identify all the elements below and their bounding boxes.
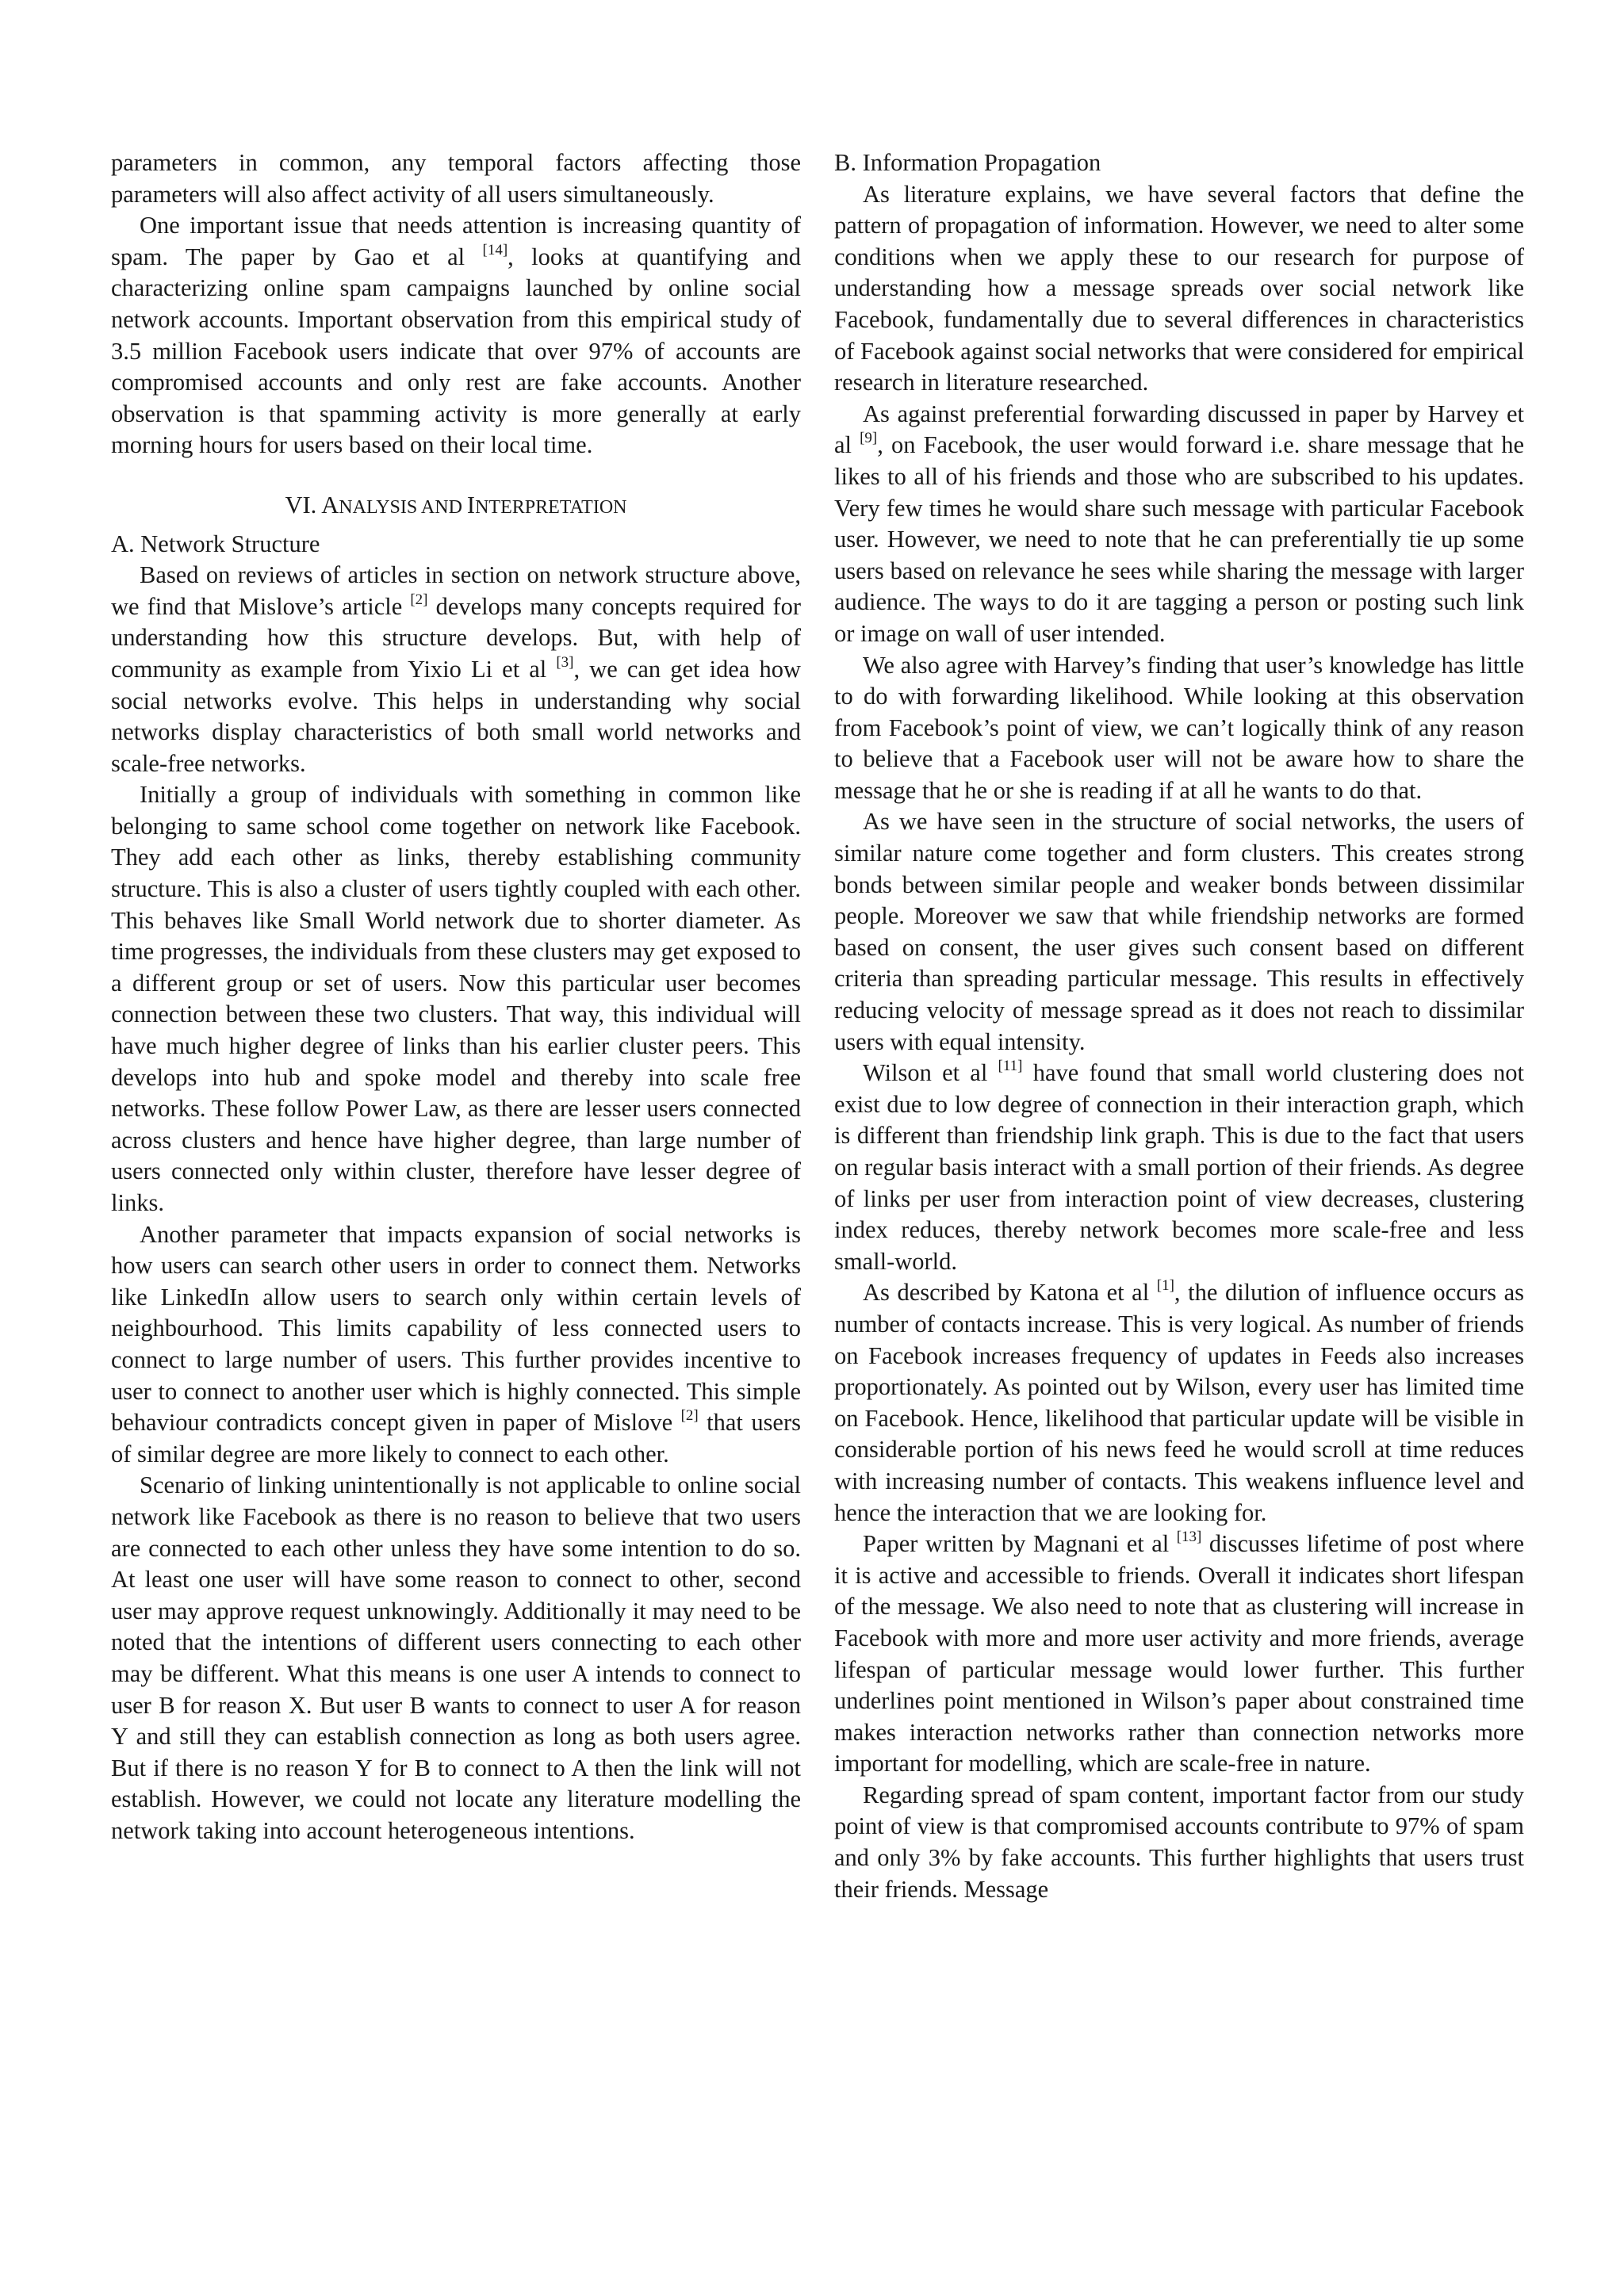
paragraph-wilson-text-2: have found that small world clustering does not exist due to low degree of connection in their interaction graph, which is different than friendship link graph. This is due to the fact that users on regular basis interact with a small portion of their friends. As degree of links per user from interaction point of view decreases, clustering index reduces, thereby network becomes more scale-free and less small-world. xyxy=(834,1059,1524,1275)
paragraph-wilson xyxy=(834,1058,1524,1277)
paragraph-reviews-text-3: , we can get idea how social networks evolve. This helps in understanding why social networks display characteristics of both small world networks and scale-free networks. xyxy=(111,655,801,777)
section-heading-analysis xyxy=(111,490,801,524)
paragraph-spam-text-2: , looks at quantifying and characterizing online spam campaigns launched by online social network accounts. Important observation from this empirical study of 3.5 million Facebook users indicate that over 97% of accounts are compromised accounts and only rest are fake accounts. Another observation is that spamming activity is more generally at early morning hours for users based on their local time. xyxy=(111,243,801,459)
paragraph-another-text-2: that users of similar degree are more likely to connect to each other. xyxy=(111,1409,801,1468)
citation-ref: [9] xyxy=(860,430,878,447)
paragraph-initially: Initially a group of individuals with something in common like belonging to same school come together on network like Facebook. They add each other as links, thereby establishing community structure. This is also a cluster of users tightly coupled with each other. This behaves like Small World network due to shorter diameter. As time progresses, the individuals from these clusters may get exposed to a different group or set of users. Now this particular user becomes connection between these two clusters. That way, this individual will have much higher degree of links than his earlier cluster peers. This develops into hub and spoke model and thereby into scale free networks. These follow Power Law, as there are lesser users connected across clusters and hence have higher degree, than large number of users connected only within cluster, therefore have lesser degree of links. xyxy=(111,781,801,1216)
section-number: VI. xyxy=(285,491,322,519)
paragraph-magnani-text-1: Paper written by Magnani et al xyxy=(863,1530,1177,1558)
paragraph-katona xyxy=(834,1277,1524,1529)
paragraph-intro-continuation: parameters in common, any temporal factors affecting those parameters will also affect activity of all users simultaneously. xyxy=(111,149,801,208)
section-heading-rest-1: NALYSIS AND xyxy=(339,496,467,518)
section-heading-rest-2: NTERPRETATION xyxy=(475,496,627,518)
citation-ref: [1] xyxy=(1156,1277,1174,1295)
paragraph-against-text-1: As against preferential forwarding discussed in paper by Harvey et al xyxy=(834,400,1524,459)
citation-ref: [13] xyxy=(1176,1529,1202,1546)
right-column xyxy=(834,147,1524,1905)
subsection-heading-network-structure: A. Network Structure xyxy=(111,530,320,557)
citation-ref: [2] xyxy=(410,591,428,608)
citation-ref: [11] xyxy=(998,1058,1023,1075)
paragraph-magnani xyxy=(834,1529,1524,1780)
paragraph-against xyxy=(834,399,1524,650)
paragraph-another-parameter xyxy=(111,1219,801,1471)
paragraph-structure: As we have seen in the structure of social networks, the users of similar nature come together and form clusters. This creates strong bonds between similar people and weaker bonds between dissimilar people. Moreover we saw that while friendship networks are formed based on consent, the user gives such consent based on different criteria than spreading particular message. This results in effectively reducing velocity of message spread as it does not reach to dissimilar users with equal intensity. xyxy=(834,808,1524,1055)
left-column xyxy=(111,147,801,1846)
paragraph-another-text-1: Another parameter that impacts expansion of social networks is how users can search other users in order to connect them. Networks like LinkedIn allow users to search only within certain levels of neighbourhood. This limits capability of less connected users to connect to large number of users. This further provides incentive to user to connect to another user which is highly connected. This simple behaviour contradicts concept given in paper of Mislove xyxy=(111,1220,801,1437)
paragraph-agree: We also agree with Harvey’s finding that user’s knowledge has little to do with forwarding likelihood. While looking at this observation from Facebook’s point of view, we can’t logically think of any reason to believe that a Facebook user will not be aware how to share the message that he or she is reading if at all he wants to do that. xyxy=(834,651,1524,804)
paragraph-magnani-text-2: discusses lifetime of post where it is active and accessible to friends. Overall it indicates short lifespan of the message. We also need to note that as clustering will increase in Facebook with more and more user activity and more friends, average lifespan of particular message would lower further. This further underlines point mentioned in Wilson’s paper about constrained time makes interaction networks rather than connection networks more important for modelling, which are scale-free in nature. xyxy=(834,1530,1524,1777)
subsection-heading-information-propagation: B. Information Propagation xyxy=(834,149,1101,176)
paragraph-wilson-text-1: Wilson et al xyxy=(863,1059,998,1087)
paragraph-reviews xyxy=(111,560,801,779)
paragraph-regarding-spam: Regarding spread of spam content, important factor from our study point of view is that compromised accounts contribute to 97% of spam and only 3% by fake accounts. This further highlights that users trust their friends. Message xyxy=(834,1781,1524,1903)
paragraph-reviews-text-1: Based on reviews of articles in section on network structure above, we find that Mislove’s article xyxy=(111,561,801,620)
citation-ref: [3] xyxy=(556,653,574,671)
paragraph-katona-text-2: , the dilution of influence occurs as number of contacts increase. This is very logical. As number of friends on Facebook increases frequency of updates in Feeds also increases proportionately. As pointed out by Wilson, every user has limited time on Facebook. Hence, likelihood that particular update will be visible in considerable portion of his news feed he would scroll at time reduces with increasing number of contacts. This weakens influence level and hence the interaction that we are looking for. xyxy=(834,1279,1524,1526)
section-heading-initial-1: A xyxy=(321,491,339,519)
paragraph-spam-text-1: One important issue that needs attention is increasing quantity of spam. The paper by Gao et al xyxy=(111,212,801,270)
paragraph-katona-text-1: As described by Katona et al xyxy=(863,1279,1157,1307)
citation-ref: [14] xyxy=(482,241,508,258)
paragraph-reviews-text-2: develops many concepts required for understanding how this structure develops. But, with help of community as example from Yixio Li et al xyxy=(111,592,801,683)
paragraph-against-text-2: , on Facebook, the user would forward i.e. share message that he likes to all of his friends and those who are subscribed to his updates. Very few times he would share such message with particular Facebook user. However, we need to note that he can preferentially tie up some users based on relevance he sees while sharing the message with larger audience. The ways to do it are tagging a person or posting such link or image on wall of user intended. xyxy=(834,431,1524,647)
citation-ref: [2] xyxy=(680,1407,699,1425)
section-heading-initial-2: I xyxy=(466,491,476,519)
paragraph-scenario: Scenario of linking unintentionally is not applicable to online social network like Facebook as there is no reason to believe that two users are connected to each other unless they have some intention to do so. At least one user will have some reason to connect to other, second user may approve request unknowingly. Additionally it may need to be noted that the intentions of different users connecting to each other may be different. What this means is one user A intends to connect to user B for reason X. But user B wants to connect to user A for reason Y and still they can establish connection as long as both users agree. But if there is no reason Y for B to connect to A then the link will not establish. However, we could not locate any literature modelling the network taking into account heterogeneous intentions. xyxy=(111,1471,801,1844)
paragraph-literature: As literature explains, we have several factors that define the pattern of propagation of information. However, we need to alter some conditions when we apply these to our research for purpose of understanding how a message spreads over social network like Facebook, fundamentally due to several differences in characteristics of Facebook against social networks that were considered for empirical research in literature researched. xyxy=(834,180,1524,396)
paragraph-spam xyxy=(111,210,801,461)
